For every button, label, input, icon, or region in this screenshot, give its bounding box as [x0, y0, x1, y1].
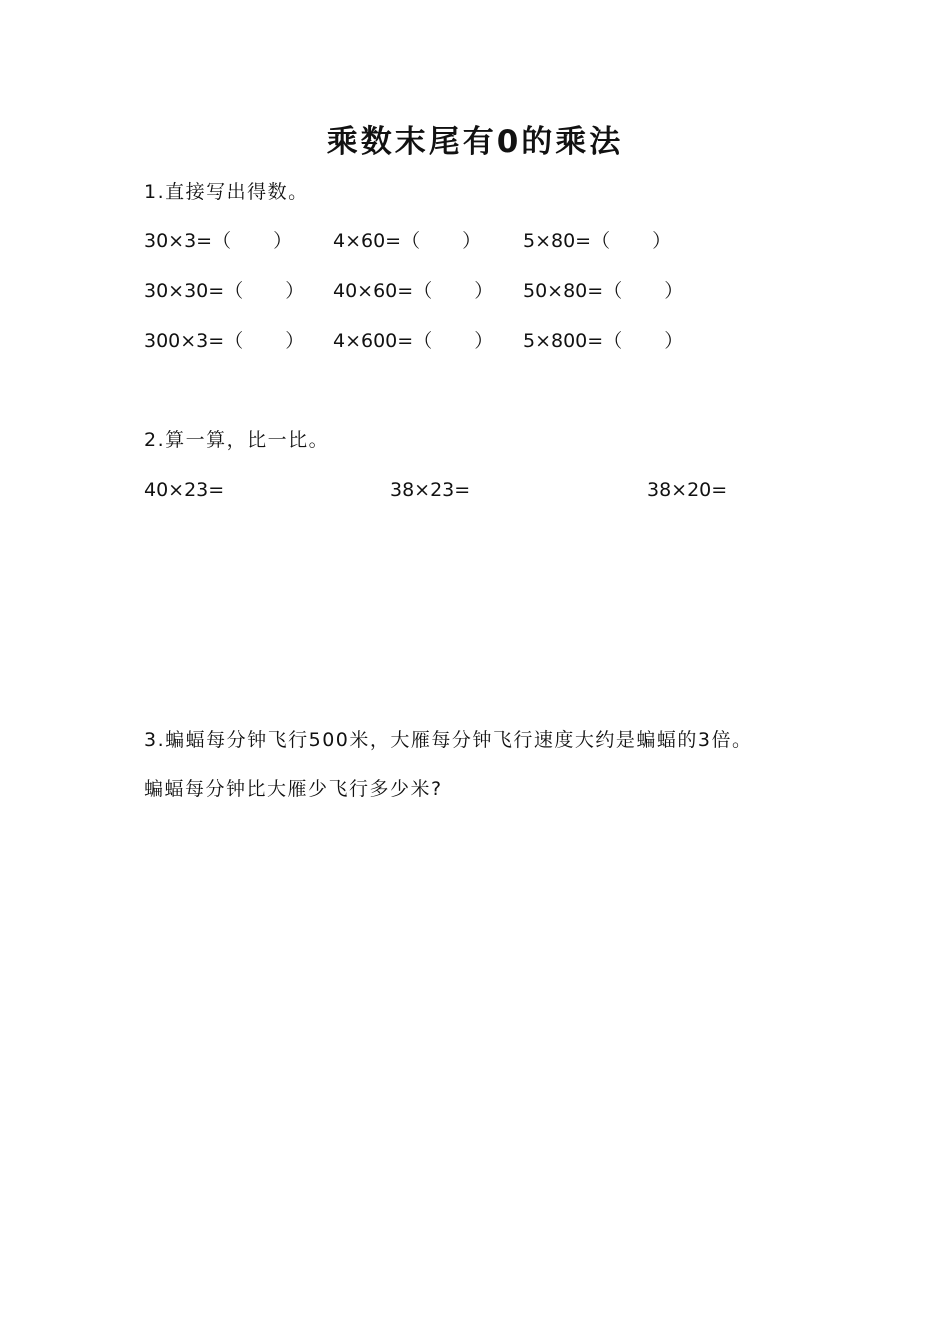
q2-expression: 40×23= [144, 479, 225, 501]
question-3-line-2: 蝙蝠每分钟比大雁少飞行多少米? [144, 778, 443, 800]
answer-blank[interactable] [231, 237, 273, 247]
q1-expression: 30×3=（ ） [144, 230, 293, 252]
answer-blank[interactable] [622, 337, 664, 347]
page-title: 乘数末尾有0的乘法 [326, 124, 624, 160]
answer-blank[interactable] [243, 287, 285, 297]
q1-expression: 50×80=（ ） [523, 280, 684, 302]
q1-expression: 30×30=（ ） [144, 280, 305, 302]
q1-expression: 4×600=（ ） [333, 330, 494, 352]
q1-expression: 300×3=（ ） [144, 330, 305, 352]
q2-expression: 38×23= [390, 479, 471, 501]
q1-expression: 40×60=（ ） [333, 280, 494, 302]
question-3-line-1: 3.蝙蝠每分钟飞行500米，大雁每分钟飞行速度大约是蝙蝠的3倍。 [144, 729, 753, 751]
question-1-label: 1.直接写出得数。 [144, 181, 309, 203]
answer-blank[interactable] [432, 337, 474, 347]
q2-expression: 38×20= [647, 479, 728, 501]
q1-expression: 5×800=（ ） [523, 330, 684, 352]
answer-blank[interactable] [610, 237, 652, 247]
answer-blank[interactable] [432, 287, 474, 297]
question-2-label: 2.算一算，比一比。 [144, 429, 330, 451]
answer-blank[interactable] [420, 237, 462, 247]
answer-blank[interactable] [243, 337, 285, 347]
q1-expression: 4×60=（ ） [333, 230, 482, 252]
answer-blank[interactable] [622, 287, 664, 297]
q1-expression: 5×80=（ ） [523, 230, 672, 252]
